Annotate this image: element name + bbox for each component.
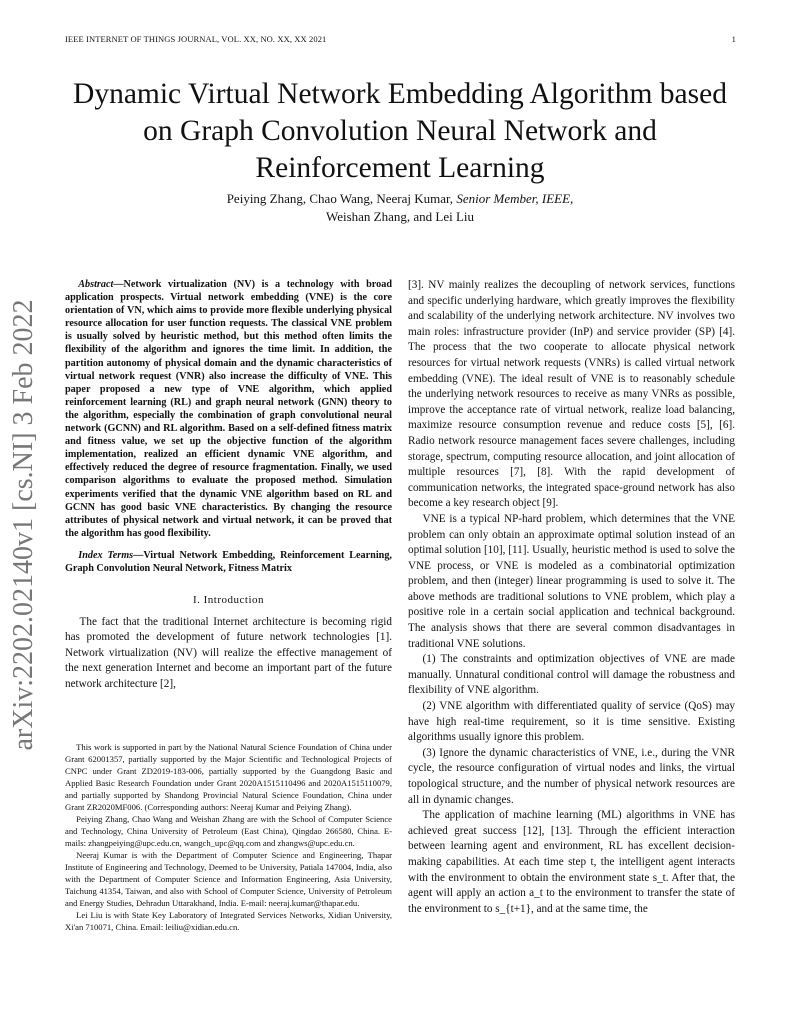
running-header xyxy=(65,34,736,44)
intro-paragraph-left: The fact that the traditional Internet architecture is becoming rigid has promoted the development of future network technologies [1]. Network virtualization (NV) will realize the effective management of the next generation Internet and become an important part of the future network architecture [2], xyxy=(65,615,392,691)
body-paragraph: (2) VNE algorithm with differentiated quality of service (QoS) may have high real-time requirement, so it is time sensitive. Existing algorithms usually ignore this problem. xyxy=(408,700,735,744)
section-heading-introduction: I. Introduction xyxy=(192,594,265,607)
abstract xyxy=(65,278,392,540)
index-terms-label: Index Terms xyxy=(78,549,134,561)
arxiv-identifier: arXiv:2202.02140v1 [cs.NI] 3 Feb 2022 xyxy=(8,299,39,751)
body-paragraph: (1) The constraints and optimization objectives of VNE are made manually. Unnatural conditional control will damage the robustness and flexibility of VNE algorithm. xyxy=(408,653,735,697)
footnote-affiliation-1: Peiying Zhang, Chao Wang and Weishan Zhang are with the School of Computer Science and Technology, China University of Petroleum (East China), Qingdao 266580, China. E-mails: zhangpeiying@upc.edu.cn, wangch_upc@qq.com and zhangws@upc.edu.cn. xyxy=(65,814,392,848)
body-paragraph: [3]. NV mainly realizes the decoupling of network services, functions and specific underlying hardware, which greatly improves the flexibility and scalability of the underlying network architecture. NV involves two main roles: infrastructure provider (InP) and service provider (SP) [4]. The process that the two cooperate to allocate physical network resources for virtual network requests (VNRs) is called virtual network embedding (VNE). The ideal result of VNE is to reasonably schedule the underlying network resources to receive as many VNRs as possible, improve the acceptance rate of virtual network, realize load balancing, maximize resource consumption revenue and reduce costs [5], [6]. Radio network resource management faces severe challenges, including storage, spectrum, computing resource allocation, and joint allocation of multiple resources [7], [8]. With the rapid development of communication networks, the integrated space-ground network has also become a key research object [9]. xyxy=(408,279,735,510)
body-paragraph: (3) Ignore the dynamic characteristics of VNE, i.e., during the VNR cycle, the resource configuration of virtual nodes and links, the virtual topological structure, and the number of physical network resources are all in dynamic changes. xyxy=(408,746,735,806)
index-terms xyxy=(65,549,392,575)
index-terms-text: —Virtual Network Embedding, Reinforcement Learning, Graph Convolution Neural Network, Fitness Matrix xyxy=(65,549,392,574)
author-block: Peiying Zhang, Chao Wang, Neeraj Kumar, Senior Member, IEEE, Weishan Zhang, and Lei Liu xyxy=(226,191,574,224)
journal-name: IEEE INTERNET OF THINGS JOURNAL, VOL. XX, NO. XX, XX 2021 xyxy=(65,34,327,44)
abstract-text: —Network virtualization (NV) is a technology with broad application prospects. Virtual network embedding (VNE) is the core orientation of VN, which aims to provide more flexible underlying physical resource allocation for user function requests. The classical VNE problem is usually solved by heuristic method, but this method often limits the flexibility of the algorithm and ignores the time limit. In addition, the partition autonomy of physical domain and the dynamic characteristics of virtual network request (VNR) also increase the difficulty of VNE. This paper proposed a new type of VNE algorithm, which applied reinforcement learning (RL) and graph neural network (GNN) theory to the algorithm, especially the combination of graph convolutional neural network (GCNN) and RL algorithm. Based on a self-defined fitness matrix and fitness value, we set up the objective function of the algorithm implementation, realized an efficient dynamic VNE algorithm, and effectively reduced the degree of resource fragmentation. Finally, we used comparison algorithms to evaluate the proposed method. Simulation experiments verified that the dynamic VNE algorithm based on RL and GCNN has good basic VNE characteristics. By changing the resource attributes of physical network and virtual network, it can be proved that the algorithm has good flexibility. xyxy=(65,279,392,539)
footnote-affiliation-3: Lei Liu is with State Key Laboratory of Integrated Services Networks, Xidian University, Xi'an 710071, China. Email: leiliu@xidian.edu.cn. xyxy=(65,910,392,932)
footnote-affiliation-2: Neeraj Kumar is with the Department of Computer Science and Engineering, Thapar Institute of Engineering and Technology, Deemed to be University, Patiala 147004, India, also with the Department of Computer Science and Information Engineering, Asia University, Taichung 41354, Taiwan, and also with School of Computer Science, University of Petroleum and Energy Studies, Dehradun Uttarakhand, India. E-mail: neeraj.kumar@thapar.edu. xyxy=(65,850,392,908)
author-line-1: Peiying Zhang, Chao Wang, Neeraj Kumar, xyxy=(226,191,454,206)
left-column xyxy=(65,278,392,693)
abstract-label: Abstract xyxy=(78,279,114,290)
arxiv-sidebar xyxy=(4,290,44,760)
author-membership: Senior Member, IEEE xyxy=(456,191,571,206)
body-paragraph: VNE is a typical NP-hard problem, which determines that the VNE problem can only obtain an approximate optimal solution instead of an optimal solution [10], [11]. Usually, heuristic method is used to solve the VNE process, or VNE is modeled as a combinatorial optimization problem, and then (integer) linear programming is used to solve it. The above methods are traditional solutions to VNE problem, which play a positive role in a certain social application and technical background. The analysis shows that there are several common disadvantages in traditional VNE solutions. xyxy=(408,512,735,650)
footnotes xyxy=(65,741,392,933)
body-paragraph: The application of machine learning (ML) algorithms in VNE has achieved great success [12], [13]. Through the efficient interaction between learning agent and environment, RL has excellent decision-making capabilities. At each time step t, the intelligent agent interacts with the environment to obtain the environment state s_t. After that, the agent will apply an action a_t to the environment to transfer the state of the environment to s_{t+1}, and at the same time, the xyxy=(408,809,735,915)
paper-title: Dynamic Virtual Network Embedding Algorithm based on Graph Convolution Neural Network and Reinforcement Learning xyxy=(73,78,727,184)
footnote-funding: This work is supported in part by the National Natural Science Foundation of China under Grant 62001357, partially supported by the Major Scientific and Technological Projects of CNPC under Grant ZD2019-183-006, partially supported by the Guangdong Basic and Applied Basic Research Foundation under Grant 2020A1515110496 and 2020A1515110079, and partially supported by Shandong Provincial Natural Science Foundation, China under Grant ZR2020MF006. (Corresponding authors: Neeraj Kumar and Peiying Zhang). xyxy=(65,742,392,812)
page-number: 1 xyxy=(731,34,736,44)
right-column xyxy=(408,278,735,917)
author-line-2: Weishan Zhang, and Lei Liu xyxy=(325,209,475,224)
